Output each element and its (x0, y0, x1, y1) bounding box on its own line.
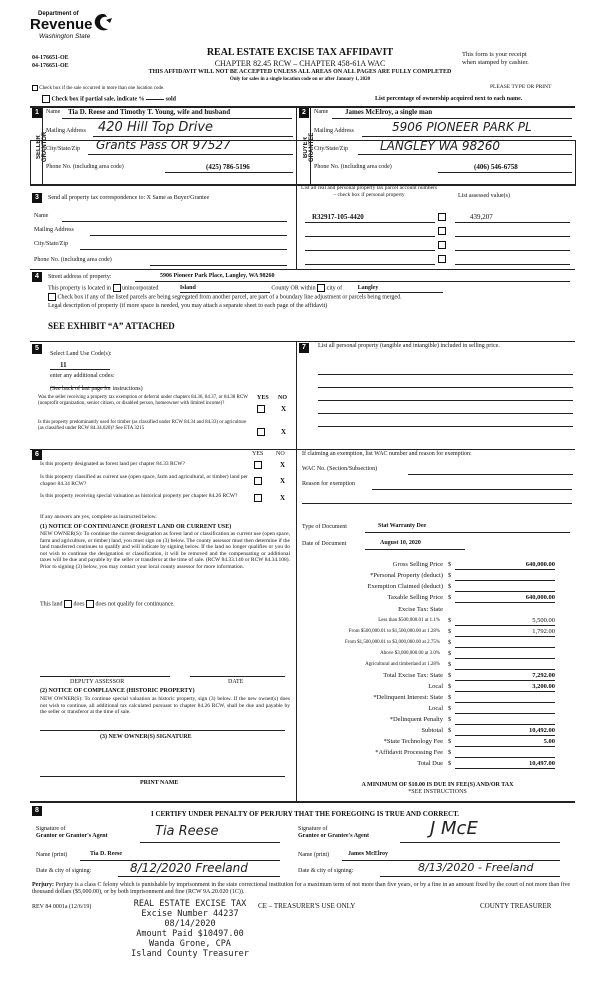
unincorporated-checkbox[interactable] (113, 284, 121, 292)
bracket-row (300, 639, 575, 650)
stamp-line: 08/14/2020 (164, 919, 216, 929)
form-chapter: CHAPTER 82.45 RCW – CHAPTER 458-61A WAC (214, 59, 386, 68)
unincorporated-label: unincorporated (122, 285, 159, 292)
tax-row (300, 594, 575, 605)
section-4-badge: 4 (32, 272, 42, 282)
bracket-row (300, 650, 575, 661)
s6-q1-yes-checkbox[interactable] (254, 461, 262, 469)
reason-label: Reason for exemption (302, 481, 355, 487)
personal-property-label: List all personal property (tangible and intangible) included in selling price. (318, 343, 500, 349)
grantor-date-city: 8/12/2020 Freeland (130, 861, 248, 875)
logo-emblem-icon (92, 12, 114, 34)
total-currency: $ (448, 727, 452, 734)
total-row (300, 738, 575, 749)
bracket-value (455, 639, 555, 648)
bracket-currency: $ (448, 661, 452, 668)
bracket-value: 5,500.00 (455, 617, 555, 626)
grantee-signature: J McE (430, 818, 478, 839)
s6-no-header: NO (276, 451, 285, 457)
receipt-note-1: This form is your receipt (462, 51, 527, 58)
bracket-value (455, 661, 555, 670)
tax-row (300, 561, 575, 572)
total-currency: $ (448, 694, 452, 701)
treasurer-stamp (110, 899, 270, 959)
section-8-badge: 8 (32, 806, 42, 816)
bracket-value (455, 650, 555, 659)
tax-row-value (455, 583, 555, 592)
new-owner-signature-label: (3) NEW OWNER(S) SIGNATURE (100, 734, 192, 740)
total-value: 7,292.00 (455, 672, 555, 681)
s5-q2-no-mark[interactable]: X (281, 428, 287, 436)
tax-row-value: 640,000.00 (455, 594, 555, 603)
total-label: *Affidavit Processing Fee (375, 749, 443, 756)
exhibit-text: SEE EXHIBIT “A” ATTACHED (48, 321, 175, 331)
total-label: Total Due (417, 760, 443, 767)
doc-type-label: Type of Document (302, 524, 347, 530)
doc-type-value: Stat Warranty Dee (378, 523, 427, 529)
stamp-line: REAL ESTATE EXCISE TAX (133, 899, 247, 909)
land-use-label: Select Land Use Code(s): (50, 351, 112, 357)
total-row (300, 705, 575, 716)
send-correspondence: Send all property tax correspondence to: X Same as Buyer/Grantee (48, 195, 210, 201)
partial-sale-checkbox[interactable] (42, 95, 50, 103)
grantee-date-city: 8/13/2020 - Freeland (418, 861, 534, 874)
total-row (300, 716, 575, 727)
s5-q1-no-mark[interactable]: X (281, 405, 287, 413)
total-value: 10,497.00 (455, 760, 555, 769)
bracket-currency: $ (448, 628, 452, 635)
bracket-label: Less than $500,000.01 at 1.1% (378, 618, 440, 623)
total-label: Local (428, 683, 443, 690)
tax-row-label: Gross Selling Price (392, 561, 443, 568)
this-land-label: This land (40, 601, 63, 608)
city-of-checkbox[interactable] (317, 284, 325, 292)
buyer-mail-label: Mailing Address (314, 128, 354, 134)
total-value: 5.00 (455, 738, 555, 747)
s6-yes-header: YES (252, 451, 264, 457)
total-currency: $ (448, 683, 452, 690)
total-row (300, 694, 575, 705)
stamp-line: Wanda Grone, CPA (149, 939, 231, 949)
see-instructions: *SEE INSTRUCTIONS (408, 789, 467, 795)
land-does-not-checkbox[interactable] (86, 600, 94, 608)
total-label: Local (428, 705, 443, 712)
tax-row-currency: $ (448, 572, 452, 579)
buyer-phone-label: Phone No. (including area code) (314, 164, 392, 170)
grantee-sig-label-1: Signature of (298, 826, 328, 832)
s6-q3-yes-checkbox[interactable] (254, 494, 262, 502)
buyer-name-label: Name (314, 109, 329, 115)
wac-claim-label: If claiming an exemption, list WAC number and reason for exemption: (302, 451, 472, 457)
corr-phone-label: Phone No. (including area code) (34, 257, 112, 263)
total-row (300, 749, 575, 760)
street-label: Street address of property: (48, 274, 112, 280)
s6-q2-yes-checkbox[interactable] (254, 477, 262, 485)
total-value (455, 694, 555, 703)
personal-property-checkbox-4[interactable] (438, 255, 446, 263)
county-treasurer-label: COUNTY TREASURER (480, 902, 552, 910)
s5-q2-yes-checkbox[interactable] (257, 428, 265, 436)
s6-q2-no-mark[interactable]: X (280, 477, 286, 485)
form-only-for: Only for sales in a single location code on or after January 1, 2020 (229, 77, 371, 82)
section-1-badge: 1 (32, 108, 42, 118)
does-label: does (73, 601, 85, 608)
street-address: 5906 Pioneer Park Place, Langley, WA 98260 (160, 273, 275, 279)
tax-row-currency: $ (448, 583, 452, 590)
bracket-label: From $500,000.01 to $1,500,000.00 at 1.28% (348, 629, 440, 634)
buyer-name: James McElroy, a single man (345, 108, 433, 116)
bracket-row (300, 617, 575, 628)
bracket-value: 1,792.00 (455, 628, 555, 637)
seller-phone: (425) 786-5196 (206, 163, 250, 171)
s6-question-3: Is this property receiving special valuation as historical property per chapter 84.26 RCW? (40, 493, 238, 499)
tax-rows (300, 561, 575, 771)
grantor-sig-label-1: Signature of (36, 826, 66, 832)
assessor-date-label: DATE (228, 679, 244, 685)
seller-side-label: SELLER GRANTOR (36, 131, 48, 163)
tax-row-label: Taxable Selling Price (387, 594, 443, 601)
grantor-name-print: Tia D. Reese (90, 851, 123, 857)
total-value (455, 705, 555, 714)
s6-q1-no-mark[interactable]: X (280, 461, 286, 469)
s5-yes-header: YES (257, 395, 269, 401)
form-title: REAL ESTATE EXCISE TAX AFFIDAVIT (206, 47, 394, 58)
notice-compliance-title: (2) NOTICE OF COMPLIANCE (HISTORIC PROPERTY) (40, 688, 195, 694)
section-5-badge: 5 (32, 344, 42, 354)
land-does-checkbox[interactable] (64, 600, 72, 608)
personal-property-checkbox-2[interactable] (438, 227, 446, 235)
revision-code: REV 84 0001a (12/6/19) (32, 904, 92, 910)
seller-name: Tia D. Reese and Timothy T. Young, wife and husband (68, 108, 231, 116)
logo-state-text: Washington State (39, 33, 91, 40)
total-label: Total Excise Tax: State (383, 672, 443, 679)
excise-state-row (300, 605, 575, 617)
tax-row-label: Exemption Claimed (deduct) (367, 583, 443, 590)
stamp-line: Excise Number 44237 (141, 909, 239, 919)
section-7-badge: 7 (299, 343, 309, 353)
total-row (300, 760, 575, 771)
total-label: *State Technology Fee (383, 738, 443, 745)
located-row (48, 284, 568, 293)
total-value (455, 749, 555, 758)
tax-row (300, 572, 575, 583)
certify-text: I CERTIFY UNDER PENALTY OF PERJURY THAT THE FOREGOING IS TRUE AND CORRECT. (150, 810, 459, 818)
logo-name-text: Revenue (30, 16, 93, 33)
segregated-label: Check box if any of the listed parcels are being segregated from another parcel, are part of a boundary line adjustment or parcels being merged. (57, 294, 402, 301)
multi-location-check (32, 85, 164, 92)
total-row (300, 672, 575, 683)
bracket-label: From $1,500,000.01 to $3,000,000.00 at 2.75% (345, 640, 440, 645)
partial-sale-check (42, 95, 176, 103)
wac-number-label: WAC No. (Section/Subsection) (302, 466, 378, 472)
tax-row-label: *Personal Property (deduct) (370, 572, 443, 579)
perjury-label: Perjury: (32, 882, 54, 888)
seller-mail: 420 Hill Top Drive (98, 120, 214, 135)
notice-continuance-title: (1) NOTICE OF CONTINUANCE (FOREST LAND OR CURRENT USE) (40, 524, 232, 530)
bracket-currency: $ (448, 617, 452, 624)
bracket-row (300, 661, 575, 672)
total-currency: $ (448, 716, 452, 723)
please-type: PLEASE TYPE OR PRINT (490, 84, 552, 90)
multi-location-checkbox[interactable] (32, 85, 38, 91)
partial-sale-label: Check box if partial sale, indicate % (51, 96, 145, 103)
total-currency: $ (448, 738, 452, 745)
legal-description-label: Legal description of property (if more space is needed, you may attach a separate sheet to each page of the affidavit) (48, 303, 328, 309)
buyer-side-label: BUYER GRANTEE (303, 132, 315, 162)
county-value: Island (180, 285, 270, 293)
excise-state-label: Excise Tax: State (398, 606, 443, 613)
notice-continuance-body: NEW OWNER(S): To continue the current designation as forest land or classification as current use (open space, farm and agriculture, or timber) land, you must sign on (3) below. The county assessor must then determine if the land transferred continues to qualify and will indicate by signing below. If the land no longer qualifies or you do not wish to continue the designation or classification, it will be removed and the compensating or additional taxes will be due and payable by the seller or transferor at the time of sale. (RCW 84.33.140 or RCW 84.34.108). Prior to signing (3) below, you may contact your local county assessor for more information. (40, 531, 290, 570)
buyer-phone: (406) 546-6758 (474, 163, 518, 171)
stamp-line: Amount Paid $10497.00 (136, 929, 244, 939)
personal-property-checkbox-1[interactable] (438, 213, 446, 221)
tax-row (300, 583, 575, 594)
total-value: 10,492.00 (455, 727, 555, 736)
parcel-number: R32917-105-4420 (312, 213, 364, 221)
tax-row-currency: $ (448, 561, 452, 568)
personal-property-checkbox-3[interactable] (438, 241, 446, 249)
continuance-row (40, 600, 175, 608)
grantor-date-label: Date & city of signing: (36, 868, 92, 874)
county-or-label: County OR within (271, 285, 316, 292)
not-qualify-label: does not qualify for continuance. (95, 601, 175, 608)
receipt-note-2: when stamped by cashier. (462, 59, 529, 66)
form-number-2: 04-176651-OE (32, 63, 69, 69)
doc-date-label: Date of Document (302, 541, 347, 547)
s5-question-1: Was the seller receiving a property tax exemption or deferral under chapters 84.36, 84.37, or 84.38 RCW (nonprofit organization, senior citizen, or disabled person, homeowner with limited income)? (38, 395, 248, 406)
logo-dept-text: Department of (38, 11, 79, 17)
grantor-signature: Tia Reese (155, 824, 219, 839)
see-back-label: (See back of last page for instructions) (50, 386, 143, 392)
partial-sale-pct-field[interactable] (146, 99, 164, 100)
city-value: Langley (358, 285, 443, 293)
buyer-city: LANGLEY WA 98260 (380, 139, 501, 153)
section-3-badge: 3 (32, 193, 42, 203)
segregated-checkbox[interactable] (48, 293, 56, 301)
additional-codes-label: enter any additional codes: (50, 373, 115, 379)
print-name-label: PRINT NAME (140, 780, 179, 786)
minimum-note: A MINIMUM OF $10.00 IS DUE IN FEE(S) AND/OR TAX (361, 782, 514, 788)
s5-question-2: Is this property predominantly used for timber (as classified under RCW 84.34 and 84.33) or agriculture (as classified under RCW 84.34.020)? See ETA 3215 (38, 420, 247, 431)
seller-name-label: Name (46, 109, 61, 115)
land-use-code: 11 (60, 361, 67, 369)
corr-city-label: City/State/Zip (34, 241, 68, 247)
form-warning: THIS AFFIDAVIT WILL NOT BE ACCEPTED UNLESS ALL AREAS ON ALL PAGES ARE FULLY COMPLETED (148, 69, 452, 75)
bracket-row (300, 628, 575, 639)
treasurer-use-only: CE – TREASURER'S USE ONLY (258, 902, 356, 910)
grantee-sig-label-2: Grantee or Grantee's Agent (298, 833, 370, 839)
total-row (300, 727, 575, 738)
grantor-name-print-label: Name (print) (36, 852, 68, 858)
assessed-value: 439,207 (470, 213, 493, 221)
perjury-text: Perjury is a class C felony which is punishable by imprisonment in the state correctional institution for a maximum term of not more than five years, or by a fine in an amount fixed by the court of not more than five thousand dollars ($5,000.00), or by both imprisonment and fine (RCW 9A.20.020 (1C)). (32, 882, 571, 895)
total-row (300, 683, 575, 694)
bracket-label: Agricultural and timberland at 1.28% (365, 662, 440, 667)
total-value: 3,200.00 (455, 683, 555, 692)
s5-no-header: NO (278, 395, 287, 401)
s6-if-yes: If any answers are yes, complete as instructed below. (40, 514, 157, 520)
bracket-currency: $ (448, 650, 452, 657)
total-currency: $ (448, 672, 452, 679)
stamp-line: Island County Treasurer (131, 949, 249, 959)
located-label: This property is located in (48, 285, 111, 292)
total-label: *Delinquent Penalty (389, 716, 443, 723)
s6-q3-no-mark[interactable]: X (280, 494, 286, 502)
grantee-date-label: Date & city of signing: (298, 868, 354, 874)
list-pct-note: List percentage of ownership acquired next to each name. (375, 96, 523, 102)
s6-question-1: Is this property designated as forest land per chapter 84.33 RCW? (40, 461, 185, 467)
sold-label: sold (165, 96, 177, 103)
grantor-sig-label-2: Grantor or Grantor's Agent (36, 833, 108, 839)
tax-row-value (455, 572, 555, 581)
seller-phone-label: Phone No. (including area code) (46, 164, 124, 170)
multi-location-label: Check box if the sale occurred in more than one location code. (39, 86, 165, 92)
bracket-label: Above $3,000,000.00 at 3.0% (380, 651, 440, 656)
tax-row-currency: $ (448, 594, 452, 601)
corr-mail-label: Mailing Address (34, 227, 74, 233)
section-6-badge: 6 (32, 450, 42, 460)
buyer-mail: 5906 PIONEER PARK PL (392, 120, 532, 134)
tax-row-value: 640,000.00 (455, 561, 555, 570)
assessed-header: List assessed value(s) (458, 193, 510, 199)
grantee-name-print-label: Name (print) (298, 852, 330, 858)
segregated-row (48, 293, 573, 301)
total-label: *Delinquent Interest: State (373, 694, 443, 701)
grantee-name-print: James McElroy (348, 851, 389, 857)
deputy-assessor-label: DEPUTY ASSESSOR (70, 679, 125, 685)
seller-city-label: City/State/Zip (46, 146, 80, 152)
bracket-currency: $ (448, 639, 452, 646)
total-label: Subtotal (421, 727, 443, 734)
total-currency: $ (448, 760, 452, 767)
seller-mail-label: Mailing Address (46, 128, 86, 134)
total-currency: $ (448, 749, 452, 756)
buyer-city-label: City/State/Zip (314, 146, 348, 152)
notice-compliance-body: NEW OWNER(S): To continue special valuation as historic property, sign (3) below. If the new owner(s) does not wish to continue, all additional tax calculated pursuant to chapter 84.26 RCW, shall be due and payable by the seller or transferor at the time of sale. (40, 696, 290, 715)
total-value (455, 716, 555, 725)
s6-question-2: Is this property classified as current use (open space, farm and agricultural, or timber) land per chapter 84.34 RCW? (40, 474, 248, 487)
doc-date-value: August 10, 2020 (380, 540, 421, 546)
s5-q1-yes-checkbox[interactable] (257, 405, 265, 413)
perjury-note (32, 882, 577, 896)
section-2-badge: 2 (299, 108, 309, 118)
parcel-header: List all real and personal property tax parcel account numbers – check box if personal property (300, 185, 438, 198)
dor-logo (30, 9, 130, 45)
form-number-1: 04-176651-OE (32, 55, 69, 61)
seller-city: Grants Pass OR 97527 (96, 138, 231, 152)
corr-name-label: Name (34, 213, 49, 219)
city-of-label: city of (326, 285, 343, 292)
total-currency: $ (448, 705, 452, 712)
